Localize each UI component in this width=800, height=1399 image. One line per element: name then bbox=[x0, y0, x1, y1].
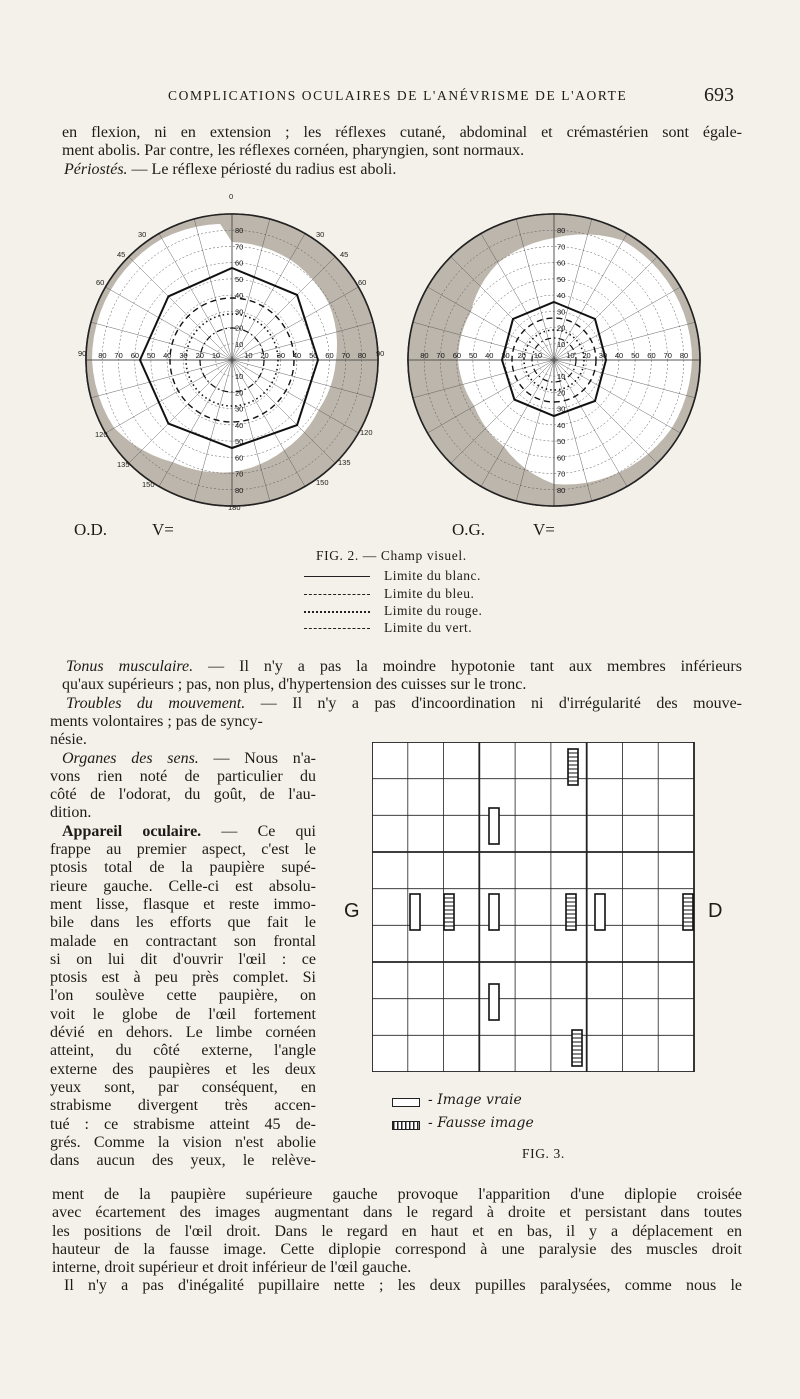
legend-red bbox=[304, 603, 544, 619]
appareil-line-8: si on lui dit d'ouvrir l'œil : ce bbox=[50, 950, 316, 968]
legend-red-label: Limite du rouge. bbox=[384, 603, 483, 618]
closing-line-3: les positions de l'œil droit. Dans le regard en haut et en bas, il y a déplacement en bbox=[52, 1222, 742, 1240]
intro-line-2: ment abolis. Par contre, les réflexes cornéen, pharyngien, sont normaux. bbox=[62, 142, 525, 160]
appareil-line-16: strabisme divergent très accen- bbox=[50, 1097, 316, 1115]
radial-degree-label: 50 bbox=[146, 351, 156, 360]
radial-degree-label: 20 bbox=[260, 351, 269, 360]
radial-degree-label: 20 bbox=[557, 323, 566, 333]
tonus-label: Tonus musculaire. bbox=[66, 658, 194, 675]
radial-degree-label: 80 bbox=[357, 351, 367, 360]
radial-degree-label: 50 bbox=[235, 437, 244, 447]
radial-degree-label: 30 bbox=[598, 351, 608, 360]
appareil-line-12: dévié en dehors. Le limbe cornéen bbox=[50, 1024, 316, 1042]
closing-paragraph bbox=[52, 1186, 742, 1296]
false-image-mark bbox=[566, 894, 576, 930]
fig2-caption: FIG. 2. — Champ visuel. bbox=[316, 548, 467, 563]
radial-degree-label: 40 bbox=[235, 291, 244, 301]
radial-degree-label: 20 bbox=[195, 351, 204, 360]
radial-degree-label: 70 bbox=[114, 351, 123, 360]
radial-degree-label: 70 bbox=[341, 351, 350, 360]
closing-line-5: interne, droit supérieur et droit inférieur de l'œil gauche. bbox=[52, 1259, 412, 1277]
appareil-label: Appareil oculaire. bbox=[62, 822, 202, 840]
od-angle-90r: 90 bbox=[376, 349, 385, 358]
radial-degree-label: 30 bbox=[557, 404, 566, 414]
radial-degree-label: 50 bbox=[557, 437, 566, 447]
radial-degree-label: 10 bbox=[557, 339, 566, 349]
radial-degree-label: 80 bbox=[557, 485, 566, 495]
true-image-mark bbox=[489, 808, 499, 844]
diplopia-grid-figure bbox=[372, 742, 696, 1072]
radial-degree-label: 40 bbox=[485, 351, 494, 360]
false-image-mark bbox=[572, 1030, 582, 1066]
radial-degree-label: 60 bbox=[130, 351, 140, 360]
radial-degree-label: 50 bbox=[468, 351, 478, 360]
fig3-right-label: D bbox=[708, 900, 723, 922]
radial-degree-label: 70 bbox=[663, 351, 672, 360]
radial-degree-label: 60 bbox=[647, 351, 656, 360]
false-image-text: Fausse image bbox=[437, 1115, 534, 1131]
radial-degree-label: 60 bbox=[325, 351, 334, 360]
radial-degree-label: 70 bbox=[436, 351, 445, 360]
radial-degree-label: 80 bbox=[679, 351, 689, 360]
radial-degree-label: 10 bbox=[244, 351, 253, 360]
intro-line-1: en flexion, ni en extension ; les réflexes cutané, abdominal et crémastérien sont égale- bbox=[62, 124, 742, 141]
organes-text-1: — Nous n'a- bbox=[198, 749, 317, 767]
radial-degree-label: 10 bbox=[566, 351, 575, 360]
page-number: 693 bbox=[704, 84, 734, 106]
false-image-label: - Fausse image bbox=[428, 1115, 534, 1131]
radial-degree-label: 60 bbox=[235, 453, 244, 463]
od-label: O.D. bbox=[74, 520, 108, 539]
fig3-legend-true bbox=[392, 1092, 692, 1112]
legend-blue-label: Limite du bleu. bbox=[384, 586, 475, 601]
appareil-line-7: malade en contractant son frontal bbox=[50, 932, 316, 950]
od-angle-150l: 150 bbox=[142, 480, 155, 489]
radial-degree-label: 30 bbox=[276, 351, 286, 360]
radial-degree-label: 10 bbox=[211, 351, 221, 360]
organes-line-3: côté de l'odorat, du goût, de l'au- bbox=[50, 786, 316, 804]
closing-line-2: avec écartement des images augmentant dans le regard à droite et persistant dans toutes bbox=[52, 1204, 742, 1222]
radial-degree-label: 50 bbox=[631, 351, 640, 360]
radial-degree-label: 20 bbox=[235, 323, 244, 333]
radial-degree-label: 50 bbox=[235, 274, 244, 284]
radial-degree-label: 40 bbox=[235, 420, 244, 430]
radial-degree-label: 10 bbox=[533, 351, 543, 360]
tonus-text: — Il n'y a pas la moindre hypotonie tant aux membres inférieurs bbox=[193, 658, 742, 675]
od-angle-30l: 30 bbox=[138, 230, 147, 239]
troubles-line-1 bbox=[62, 695, 742, 713]
radial-degree-label: 30 bbox=[179, 351, 188, 360]
od-angle-135l: 135 bbox=[117, 460, 130, 469]
radial-degree-label: 80 bbox=[420, 351, 429, 360]
closing-line-4: hauteur de la fausse image. Cette diplopie correspond à une paralysie des muscles droit bbox=[52, 1240, 742, 1258]
appareil-line-9: ptosis est à peu près complet. Si bbox=[50, 969, 316, 987]
radial-degree-label: 30 bbox=[501, 351, 510, 360]
og-label: O.G. bbox=[452, 520, 486, 539]
true-image-text: Image vraie bbox=[437, 1092, 522, 1108]
fig3-legend-false bbox=[392, 1115, 692, 1135]
og-v-label: V= bbox=[533, 520, 555, 539]
legend-line-dashdot bbox=[304, 628, 370, 629]
true-image-mark bbox=[410, 894, 420, 930]
radial-degree-label: 30 bbox=[235, 404, 244, 414]
radial-degree-label: 20 bbox=[517, 351, 526, 360]
legend-green bbox=[304, 620, 544, 636]
fig3-left-label: G bbox=[344, 900, 360, 922]
radial-degree-label: 80 bbox=[98, 351, 107, 360]
tonus-line-2: qu'aux supérieurs ; pas, non plus, d'hypertension des cuisses sur le tronc. bbox=[62, 676, 527, 694]
od-angle-120r: 120 bbox=[360, 428, 373, 437]
radial-degree-label: 40 bbox=[557, 291, 566, 301]
radial-degree-label: 60 bbox=[452, 351, 462, 360]
radial-degree-label: 40 bbox=[557, 420, 566, 430]
appareil-line-17: tué : ce strabisme atteint 45 de- bbox=[50, 1115, 316, 1133]
organes-line-4: dition. bbox=[50, 804, 92, 822]
radial-degree-label: 60 bbox=[557, 258, 566, 268]
appareil-text-1: — Ce qui bbox=[201, 822, 316, 840]
radial-degree-label: 70 bbox=[557, 469, 566, 479]
appareil-line-6: bile dans les efforts que fait le bbox=[50, 914, 316, 932]
tonus-line-1 bbox=[62, 658, 742, 676]
troubles-label: Troubles du mouvement. bbox=[66, 694, 246, 712]
troubles-line-2: ments volontaires ; pas de syncy- bbox=[50, 713, 263, 730]
legend-line-dotted bbox=[304, 611, 370, 613]
appareil-line-14: externe des paupières et les deux bbox=[50, 1060, 316, 1078]
od-angle-135r: 135 bbox=[338, 458, 351, 467]
periostes-text: — Le réflexe périosté du radius est aboli. bbox=[127, 160, 397, 178]
appareil-line-10: l'on soulève cette paupière, on bbox=[50, 987, 316, 1005]
false-image-mark bbox=[683, 894, 693, 930]
legend-line-solid bbox=[304, 576, 370, 577]
appareil-line-1 bbox=[50, 823, 316, 841]
od-angle-30r: 30 bbox=[316, 230, 325, 239]
radial-degree-label: 20 bbox=[235, 388, 244, 398]
appareil-line-3: ptosis total de la paupière supé- bbox=[50, 859, 316, 877]
appareil-line-18: grés. Comme la vision n'est abolie bbox=[50, 1133, 316, 1151]
od-angle-180: 180 bbox=[228, 503, 241, 512]
periostes-label: Périostés. bbox=[64, 160, 128, 178]
true-image-mark bbox=[489, 894, 499, 930]
radial-degree-label: 70 bbox=[235, 469, 244, 479]
od-angle-90l: 90 bbox=[78, 349, 87, 358]
radial-degree-label: 10 bbox=[557, 372, 566, 382]
legend-white-label: Limite du blanc. bbox=[384, 568, 481, 583]
radial-degree-label: 80 bbox=[235, 485, 244, 495]
radial-degree-label: 30 bbox=[235, 307, 244, 317]
od-angle-0: 0 bbox=[229, 192, 234, 201]
od-angle-150r: 150 bbox=[316, 478, 329, 487]
radial-degree-label: 50 bbox=[309, 351, 318, 360]
true-image-label: - Image vraie bbox=[428, 1092, 522, 1108]
false-image-symbol bbox=[392, 1121, 420, 1130]
od-angle-60l: 60 bbox=[96, 278, 105, 287]
troubles-text: — Il n'y a pas d'incoordination ni d'irrégularité des mouve- bbox=[245, 694, 743, 712]
radial-degree-label: 60 bbox=[235, 258, 244, 268]
od-angle-60r: 60 bbox=[358, 278, 367, 287]
od-angle-120l: 120 bbox=[95, 430, 108, 439]
legend-blue bbox=[304, 586, 544, 602]
od-angle-45r: 45 bbox=[340, 250, 349, 259]
closing-line-6: Il n'y a pas d'inégalité pupillaire nette ; les deux pupilles paralysées, comme nous le bbox=[64, 1277, 742, 1295]
radial-degree-label: 40 bbox=[163, 351, 172, 360]
true-image-mark bbox=[595, 894, 605, 930]
radial-degree-label: 80 bbox=[557, 226, 566, 236]
legend-line-dashed bbox=[304, 594, 370, 595]
appareil-line-13: atteint, du côté externe, l'angle bbox=[50, 1042, 316, 1060]
radial-degree-label: 60 bbox=[557, 453, 566, 463]
od-v-label: V= bbox=[152, 520, 174, 539]
radial-degree-label: 50 bbox=[557, 274, 566, 284]
appareil-line-5: ment lisse, flasque et reste immo- bbox=[50, 895, 316, 913]
running-title: COMPLICATIONS OCULAIRES DE L'ANÉVRISME DE L'AORTE bbox=[168, 88, 628, 103]
troubles-line-3: nésie. bbox=[50, 731, 87, 749]
legend-white bbox=[304, 568, 544, 584]
radial-degree-label: 10 bbox=[235, 372, 244, 382]
narrow-column bbox=[50, 713, 316, 1170]
od-angle-45l: 45 bbox=[117, 250, 126, 259]
true-image-mark bbox=[489, 984, 499, 1020]
radial-degree-label: 20 bbox=[557, 388, 566, 398]
organes-label: Organes des sens. bbox=[62, 749, 199, 767]
radial-degree-label: 40 bbox=[292, 351, 302, 360]
organes-line-2: vons rien noté de particulier du bbox=[50, 767, 316, 785]
fig3-caption: FIG. 3. bbox=[522, 1146, 565, 1161]
radial-degree-label: 20 bbox=[582, 351, 591, 360]
radial-degree-label: 10 bbox=[235, 339, 244, 349]
fig2-angle-labels bbox=[0, 0, 800, 560]
radial-degree-label: 70 bbox=[557, 242, 566, 252]
radial-degree-label: 30 bbox=[557, 307, 566, 317]
false-image-mark bbox=[444, 894, 454, 930]
false-image-mark bbox=[568, 749, 578, 785]
appareil-line-19: dans aucun des yeux, le relève- bbox=[50, 1152, 316, 1170]
tonus-paragraph bbox=[62, 658, 742, 713]
radial-degree-label: 70 bbox=[235, 242, 244, 252]
appareil-line-4: rieure gauche. Celle-ci est absolu- bbox=[50, 877, 316, 895]
legend-green-label: Limite du vert. bbox=[384, 620, 473, 635]
radial-degree-label: 40 bbox=[614, 351, 624, 360]
true-image-symbol bbox=[392, 1098, 420, 1107]
appareil-line-15: yeux sont, par conséquent, en bbox=[50, 1078, 316, 1096]
closing-line-1: ment de la paupière supérieure gauche provoque l'apparition d'une diplopie croisée bbox=[52, 1186, 742, 1203]
appareil-line-2: frappe au premier aspect, c'est le bbox=[50, 841, 316, 859]
organes-line-1 bbox=[50, 750, 316, 768]
appareil-line-11: voit le globe de l'œil fortement bbox=[50, 1005, 316, 1023]
radial-degree-label: 80 bbox=[235, 226, 244, 236]
